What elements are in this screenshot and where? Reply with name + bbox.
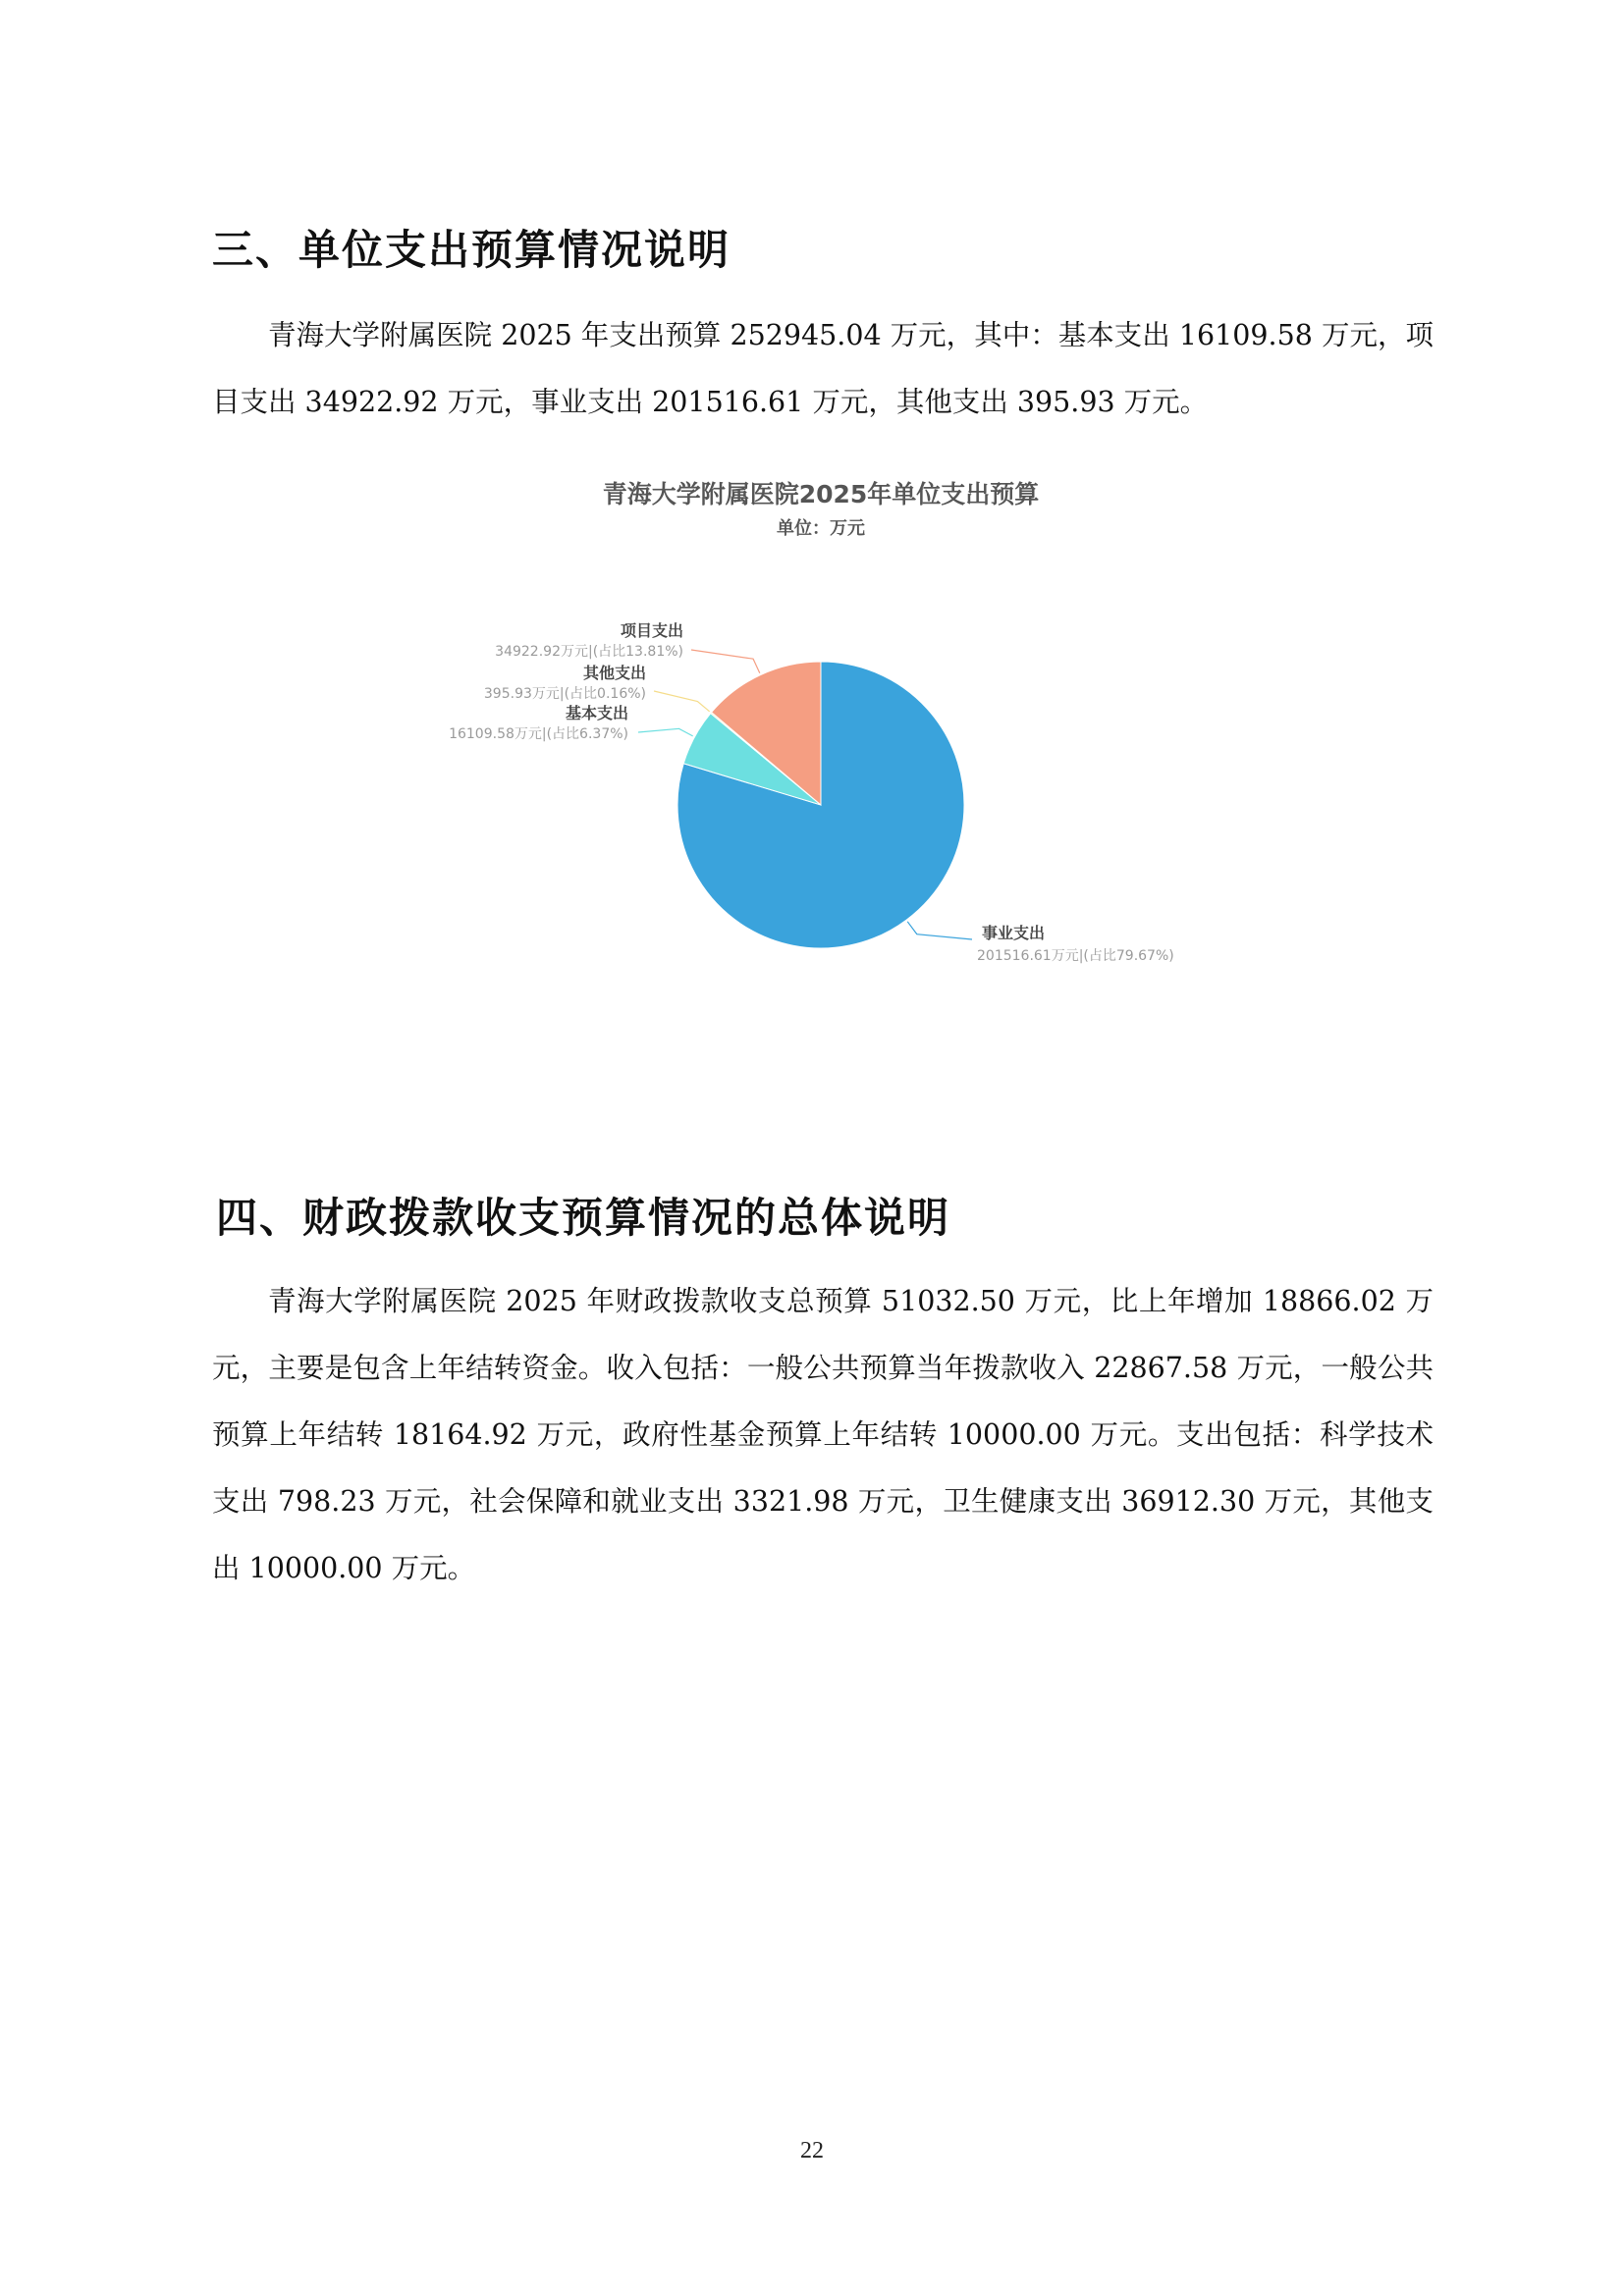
pie-label-name-4: 项目支出 bbox=[620, 621, 683, 640]
pie-label-value-2: 16109.58万元|(占比6.37%) bbox=[449, 726, 628, 742]
page-number: 22 bbox=[800, 2138, 824, 2163]
pie-leader-line-4 bbox=[691, 650, 760, 673]
section-paragraph-4: 青海大学附属医院 2025 年财政拨款收支总预算 51032.50 万元，比上年增加 18866.02 万元，主要是包含上年结转资金。收入包括：一般公共预算当年拨款收入 22867.58 万元，一般公共预算上年结转 18164.92 万元，政府性基金预算上年结转 10000.00 万元。支出包括：科学技术支出 798.23 万元，社会保障和就业支出 3321.98 万元，卫生健康支出 36912.30 万元，其他支出 10000.00 万元。 bbox=[212, 1285, 1434, 1584]
pie-label-name-2: 基本支出 bbox=[565, 704, 628, 722]
pie-slices bbox=[677, 662, 964, 948]
pie-leader-line-1 bbox=[907, 922, 972, 939]
chart-title: 青海大学附属医院2025年单位支出预算 bbox=[602, 480, 1040, 508]
pie-leader-line-2 bbox=[638, 728, 693, 736]
pie-leader-line-3 bbox=[654, 691, 710, 712]
chart-subtitle: 单位：万元 bbox=[777, 518, 865, 539]
pie-label-value-4: 34922.92万元|(占比13.81%) bbox=[495, 644, 683, 660]
section-paragraph-3: 青海大学附属医院 2025 年支出预算 252945.04 万元，其中：基本支出 16109.58 万元，项目支出 34922.92 万元，事业支出 201516.61 万元，其他支出 395.93 万元。 bbox=[212, 319, 1434, 418]
expenditure-pie-chart bbox=[393, 461, 1237, 991]
pie-label-value-3: 395.93万元|(占比0.16%) bbox=[483, 686, 646, 702]
pie-label-name-1: 事业支出 bbox=[982, 924, 1046, 942]
section-heading-4: 四、财政拨款收支预算情况的总体说明 bbox=[216, 1194, 951, 1242]
pie-label-value-1: 201516.61万元|(占比79.67%) bbox=[977, 948, 1174, 964]
section-heading-3: 三、单位支出预算情况说明 bbox=[212, 226, 731, 274]
pie-label-name-3: 其他支出 bbox=[582, 664, 646, 682]
